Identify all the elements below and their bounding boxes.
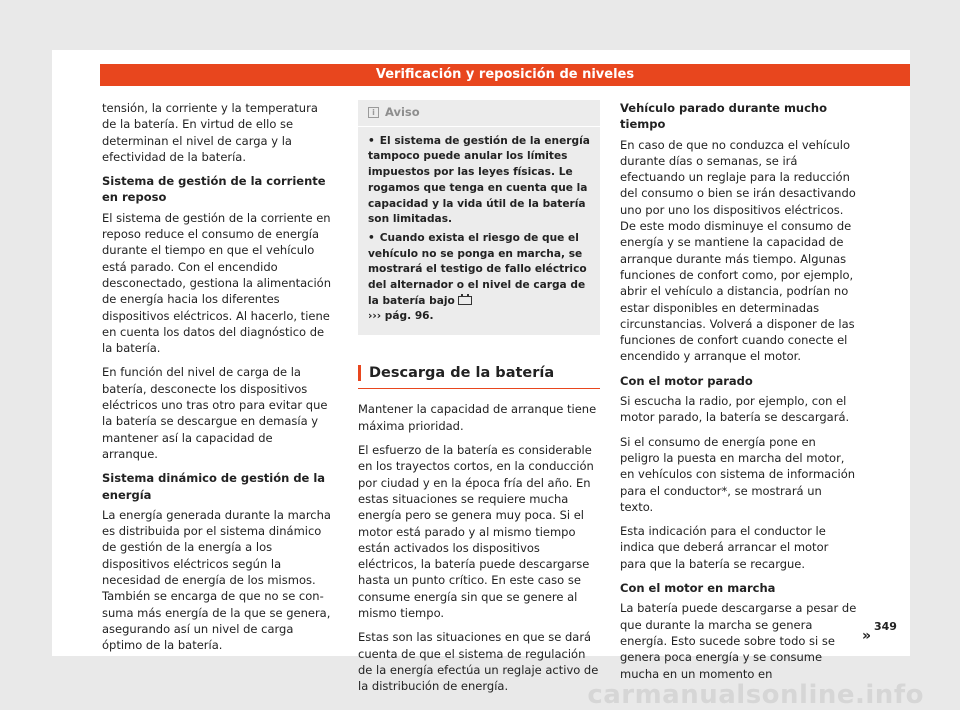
- subheading: Sistema dinámico de gestión de la energía: [102, 471, 326, 502]
- paragraph: Esta indicación para el conductor le indica que deberá arrancar el motor para que la batería se recargue.: [620, 524, 829, 571]
- paragraph: En caso de que no conduzca el vehículo durante días o semanas, se irá efectuando un reglaje para la reducción del consumo o bien se irán desactivando uno por uno los dispositivos eléctricos. De este modo disminuye el consumo de energía y se mantiene la capacidad de arranque durante más tiempo. Algunas funciones de confort como, por ejemplo, abrir el vehículo a distancia, podrían no estar disponibles en determinadas circunstancias. Volverá a disponer de las funciones de confort cuando conecte el encendido y arranque el motor.: [620, 137, 856, 364]
- info-icon: i: [368, 107, 379, 118]
- subheading: Con el motor parado: [620, 373, 753, 388]
- continuation-marker: »: [862, 628, 872, 644]
- manual-page: [52, 50, 910, 694]
- battery-icon: [458, 296, 472, 305]
- column-right: [620, 100, 858, 690]
- section-title: Descarga de la batería: [358, 365, 600, 389]
- aviso-box: [358, 100, 600, 335]
- aviso-item: • Cuando exista el riesgo de que el vehículo no se ponga en marcha, se mostrará el testigo de fallo eléctrico del alternador o el nivel de carga de la batería bajo ››› pág. 96.: [368, 231, 587, 323]
- aviso-item: • El sistema de gestión de la energía tampoco puede anular los límites impuestos por las leyes físicas. Le rogamos que tenga en cuenta que la capacidad y la vida útil de la batería son limitadas.: [368, 134, 590, 226]
- paragraph: Mantener la capacidad de arranque tiene máxima prioridad.: [358, 402, 597, 433]
- subheading: Sistema de gestión de la corriente en reposo: [102, 174, 326, 205]
- page-number: 349: [874, 620, 897, 633]
- subheading: Vehículo parado durante mucho tiempo: [620, 101, 828, 132]
- subheading: Con el motor en marcha: [620, 581, 776, 596]
- paragraph: Si escucha la radio, por ejemplo, con el motor parado, la batería se descargará.: [620, 394, 850, 425]
- paragraph: Estas son las situaciones en que se dará cuenta de que el sistema de regulación de la energía efectúa un reglaje activo de la distribución de energía.: [358, 630, 599, 694]
- watermark: carmanualsonline.info: [587, 680, 924, 710]
- page-header: Verificación y reposición de niveles: [100, 64, 910, 86]
- paragraph: Si el consumo de energía pone en peligro la puesta en marcha del motor, en vehículos con sistema de información para el conductor*, se mostrará un texto.: [620, 434, 856, 514]
- column-middle: [358, 100, 600, 702]
- column-left: [102, 100, 332, 662]
- paragraph: El esfuerzo de la batería es considerable en los trayectos cortos, en la conducción por ciudad y en la época fría del año. En estas situaciones se requiere mucha energía pero se genera muy poca. Si el motor está parado y al mismo tiempo están activados los dispositivos eléctricos, la batería puede descargarse hasta un punto crítico. En este caso se consume energía sin que se genere al mismo tiempo.: [358, 443, 594, 620]
- aviso-list: [368, 134, 590, 325]
- paragraph: tensión, la corriente y la temperatura de la batería. En virtud de ello se determinan el nivel de carga y la efectividad de la batería.: [102, 101, 318, 164]
- page-reference[interactable]: ››› pág. 96.: [368, 310, 434, 323]
- paragraph: El sistema de gestión de la corriente en reposo reduce el consumo de energía durante el tiempo en que el vehículo está parado. Con el encendido desconectado, gestiona la alimentación de energía hacia los diferentes dispositivos eléctricos. Al hacerlo, tiene en cuenta los datos del diagnóstico de la batería.: [102, 210, 332, 356]
- paragraph: La batería puede descargarse a pesar de que durante la marcha se genera energía. Esto sucede sobre todo si se genera poca energía y se consume mucha en un momento en: [620, 601, 857, 681]
- paragraph: La energía generada durante la marcha es distribuida por el sistema dinámico de gestión de la energía a los dispositivos eléctricos según la necesidad de energía de los mismos. También se encarga de que no se consuma más energía de la que se genera, asegurando así un nivel de carga óptimo de la batería.: [102, 507, 331, 653]
- aviso-label: Aviso: [385, 105, 420, 119]
- aviso-header: [358, 105, 600, 127]
- paragraph: En función del nivel de carga de la batería, desconecte los dispositivos eléctricos uno tras otro para evitar que la batería se descargue en demasía y mantener así la capacidad de arranque.: [102, 365, 328, 461]
